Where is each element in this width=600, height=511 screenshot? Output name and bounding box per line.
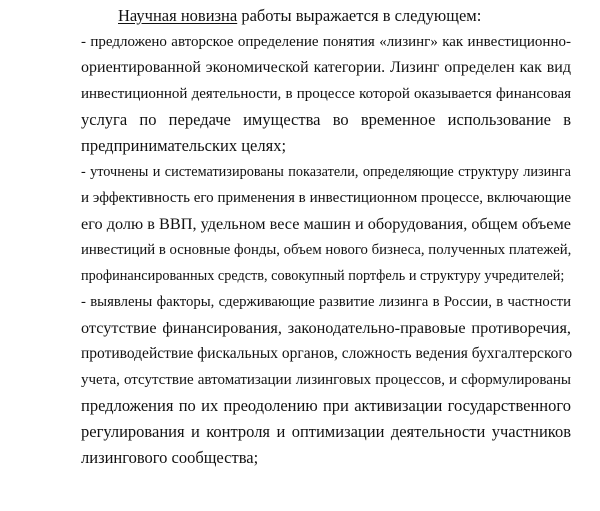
text-line: - выявлены факторы, сдерживающие развитие лизинга в России, в частности — [81, 294, 571, 310]
text-line: ориентированной экономической категории. Лизинг определен как вид — [81, 59, 571, 76]
text-line: регулирования и контроля и оптимизации деятельности участников — [81, 422, 571, 441]
scientific-novelty-heading: Научная новизна — [118, 6, 238, 25]
text-line: услуга по передаче имущества во временное использование в — [81, 110, 571, 129]
text-line: инвестиционной деятельности, в процессе которой оказывается финансовая — [81, 86, 571, 102]
text-line: - уточнены и систематизированы показатели, определяющие структуру лизинга — [81, 164, 571, 180]
intro-line — [118, 3, 571, 29]
intro-text: работы выражается в следующем: — [237, 6, 482, 25]
text-line: отсутствие финансирования, законодательно-правовые противоречия, — [81, 319, 571, 337]
text-line: учета, отсутствие автоматизации лизинговых процессов, и сформулированы — [81, 372, 571, 388]
text-line: предложения по их преодолению при активизации государственного — [81, 396, 571, 415]
text-line: его долю в ВВП, удельном весе машин и оборудования, общем объеме — [81, 215, 571, 233]
text-line: - предложено авторское определение понятия «лизинг» как инвестиционно- — [81, 34, 571, 50]
text-line: предпринимательских целях; — [81, 136, 287, 155]
text-line: и эффективность его применения в инвестиционном процессе, включающие — [81, 190, 571, 206]
text-line: инвестиций в основные фонды, объем нового бизнеса, полученных платежей, — [81, 242, 572, 258]
text-line: противодействие фискальных органов, сложность ведения бухгалтерского — [81, 345, 573, 362]
text-line: профинансированных средств, совокупный портфель и структуру учредителей; — [81, 268, 565, 284]
text-line: лизингового сообщества; — [81, 448, 259, 467]
